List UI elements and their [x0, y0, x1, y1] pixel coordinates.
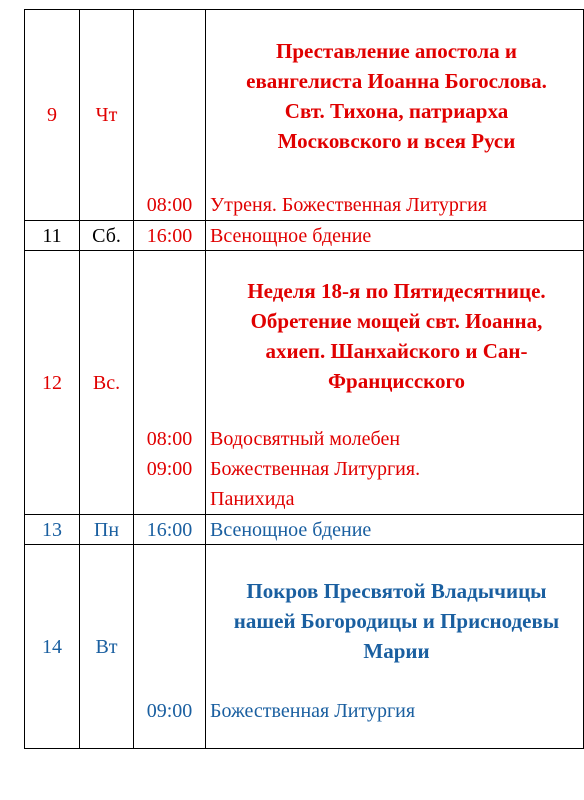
day-cell: 13 — [25, 515, 80, 545]
time-cell: 16:00 — [134, 221, 206, 251]
service-name: Божественная Литургия — [210, 700, 416, 722]
service-time: 08:00 — [146, 194, 193, 216]
table-row — [25, 545, 584, 749]
service-name: Водосвятный молебен — [210, 428, 401, 450]
weekday-cell: Чт — [80, 10, 134, 221]
feast-title: Преставление апостола и евангелиста Иоанна Богослова. Свт. Тихона, патриарха Московского и всея Руси — [246, 39, 547, 153]
description-cell — [206, 545, 584, 749]
feast-title: Покров Пресвятой Владычицы нашей Богородицы и Приснодевы Марии — [233, 579, 560, 663]
service-time: 08:00 — [146, 428, 193, 450]
service-name: Утреня. Божественная Литургия — [210, 194, 487, 216]
table-row — [25, 251, 584, 515]
weekday-cell: Пн — [80, 515, 134, 545]
service-time: 09:00 — [146, 700, 193, 722]
table-row — [25, 10, 584, 221]
weekday-cell: Вт — [80, 545, 134, 749]
day-cell: 11 — [25, 221, 80, 251]
day-cell: 9 — [25, 10, 80, 221]
service-name: Всенощное бдение — [206, 221, 584, 251]
time-cell — [134, 545, 206, 749]
table-row — [25, 221, 584, 251]
time-cell — [134, 251, 206, 515]
weekday-cell: Вс. — [80, 251, 134, 515]
service-name: Всенощное бдение — [206, 515, 584, 545]
time-cell: 16:00 — [134, 515, 206, 545]
time-cell — [134, 10, 206, 221]
day-cell: 12 — [25, 251, 80, 515]
day-cell: 14 — [25, 545, 80, 749]
schedule-table — [24, 9, 584, 749]
table-row — [25, 515, 584, 545]
feast-title: Неделя 18-я по Пятидесятнице. Обретение мощей свт. Иоанна, ахиеп. Шанхайского и Сан-Францисского — [247, 279, 546, 393]
description-cell — [206, 251, 584, 515]
service-name: Божественная Литургия. Панихида — [210, 458, 421, 510]
weekday-cell: Сб. — [80, 221, 134, 251]
description-cell — [206, 10, 584, 221]
service-time: 09:00 — [146, 458, 193, 480]
